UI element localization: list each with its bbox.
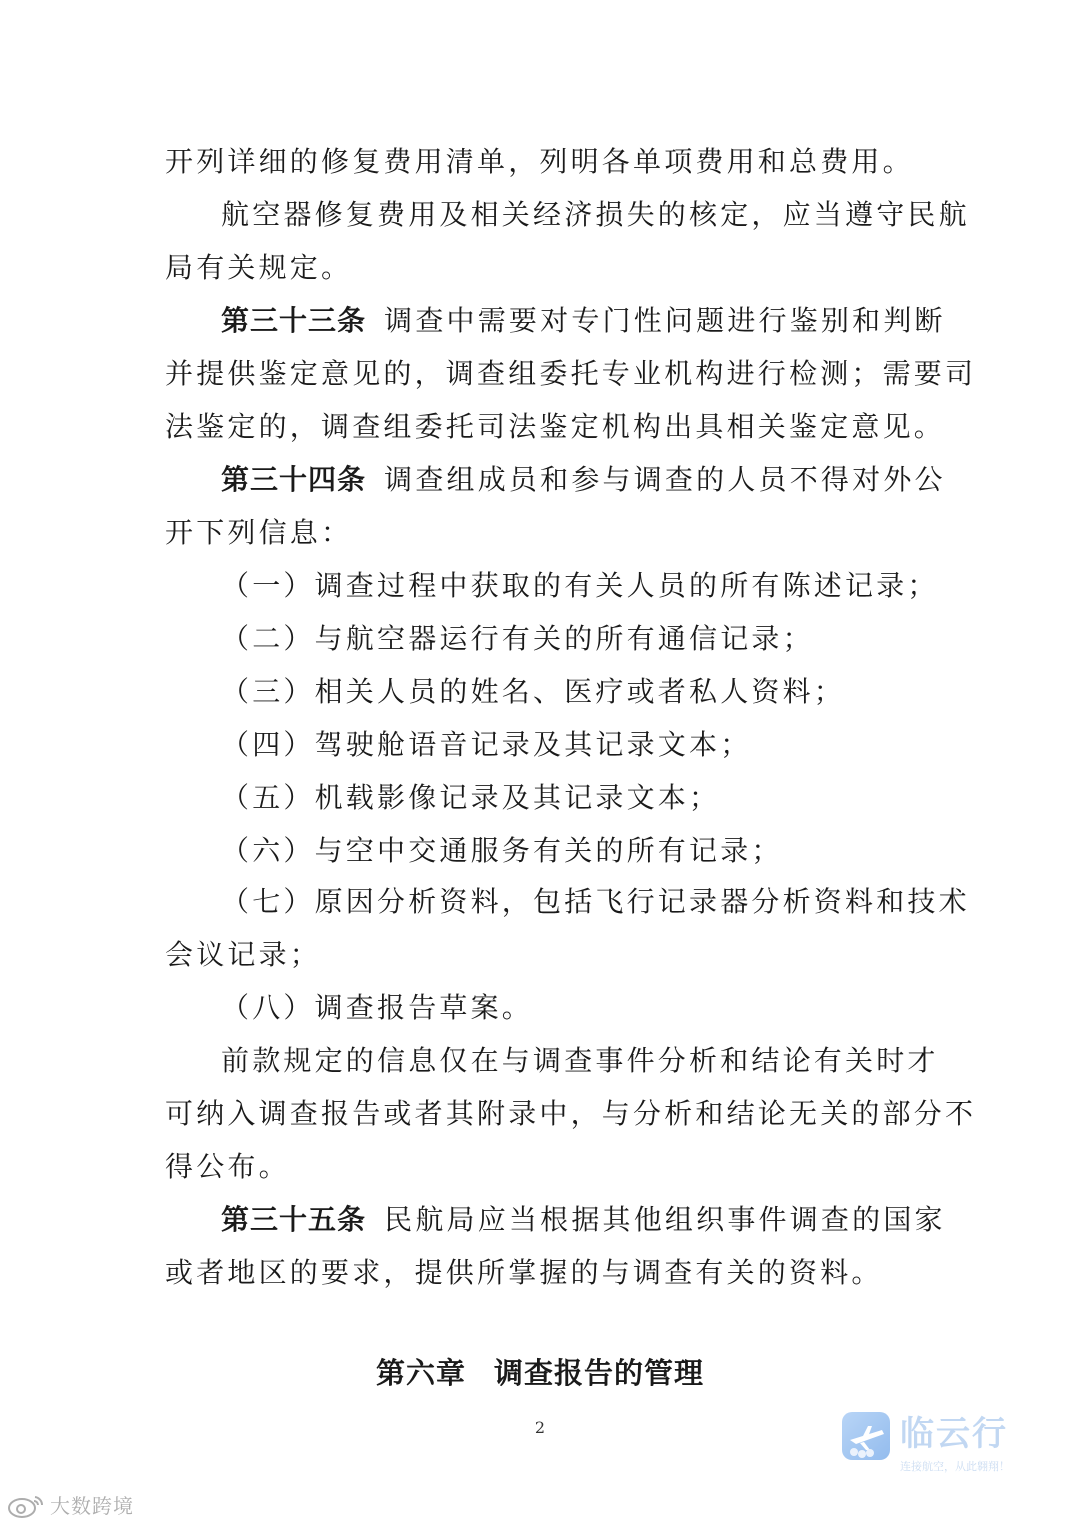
article-34-line xyxy=(221,462,946,498)
article-title: 第三十四条 xyxy=(221,463,367,496)
watermark-title: 临云行 xyxy=(900,1414,1008,1454)
list-item: （二）与航空器运行有关的所有通信记录； xyxy=(221,622,814,655)
article-text: 民航局应当根据其他组织事件调查的国家 xyxy=(384,1203,946,1236)
page-number: 2 xyxy=(534,1418,546,1437)
watermark-source-text: 大数跨境 xyxy=(50,1494,134,1518)
article-title: 第三十三条 xyxy=(221,304,367,337)
watermark-subtitle: 连接航空，从此翱翔！ xyxy=(900,1460,1010,1473)
weibo-icon xyxy=(6,1493,46,1519)
article-33-line xyxy=(221,303,946,339)
article-text: 调查组成员和参与调查的人员不得对外公 xyxy=(384,463,946,496)
paragraph-line: 并提供鉴定意见的，调查组委托专业机构进行检测；需要司 xyxy=(165,357,977,390)
paragraph-line: 航空器修复费用及相关经济损失的核定，应当遵守民航 xyxy=(221,198,970,231)
list-item: （四）驾驶舱语音记录及其记录文本； xyxy=(221,728,752,761)
article-35-line xyxy=(221,1202,946,1238)
paragraph-line: 或者地区的要求，提供所掌握的与调查有关的资料。 xyxy=(165,1256,883,1289)
paragraph-line: 局有关规定。 xyxy=(165,251,353,284)
paragraph-line: 法鉴定的，调查组委托司法鉴定机构出具相关鉴定意见。 xyxy=(165,410,946,443)
article-text: 调查中需要对专门性问题进行鉴别和判断 xyxy=(384,304,946,337)
airplane-logo-icon xyxy=(842,1412,890,1460)
chapter-label: 第六章 xyxy=(375,1356,466,1390)
list-item: （八）调查报告草案。 xyxy=(221,991,534,1024)
watermark-source xyxy=(6,1492,134,1520)
article-title: 第三十五条 xyxy=(221,1203,367,1236)
paragraph-line: 前款规定的信息仅在与调查事件分析和结论有关时才 xyxy=(221,1044,939,1077)
list-item: （五）机载影像记录及其记录文本； xyxy=(221,781,721,814)
chapter-heading xyxy=(0,1354,1080,1392)
list-item: （三）相关人员的姓名、医疗或者私人资料； xyxy=(221,675,846,708)
list-item-continuation: 会议记录； xyxy=(165,938,322,971)
watermark-brand xyxy=(842,1412,1032,1478)
paragraph-line: 可纳入调查报告或者其附录中，与分析和结论无关的部分不 xyxy=(165,1097,977,1130)
list-item: （七）原因分析资料，包括飞行记录器分析资料和技术 xyxy=(221,885,970,918)
list-item: （六）与空中交通服务有关的所有记录； xyxy=(221,834,783,867)
paragraph-line: 开下列信息： xyxy=(165,516,353,549)
paragraph-line: 得公布。 xyxy=(165,1150,290,1183)
list-item: （一）调查过程中获取的有关人员的所有陈述记录； xyxy=(221,569,939,602)
paragraph-line: 开列详细的修复费用清单，列明各单项费用和总费用。 xyxy=(165,145,914,178)
chapter-title: 调查报告的管理 xyxy=(494,1356,705,1390)
